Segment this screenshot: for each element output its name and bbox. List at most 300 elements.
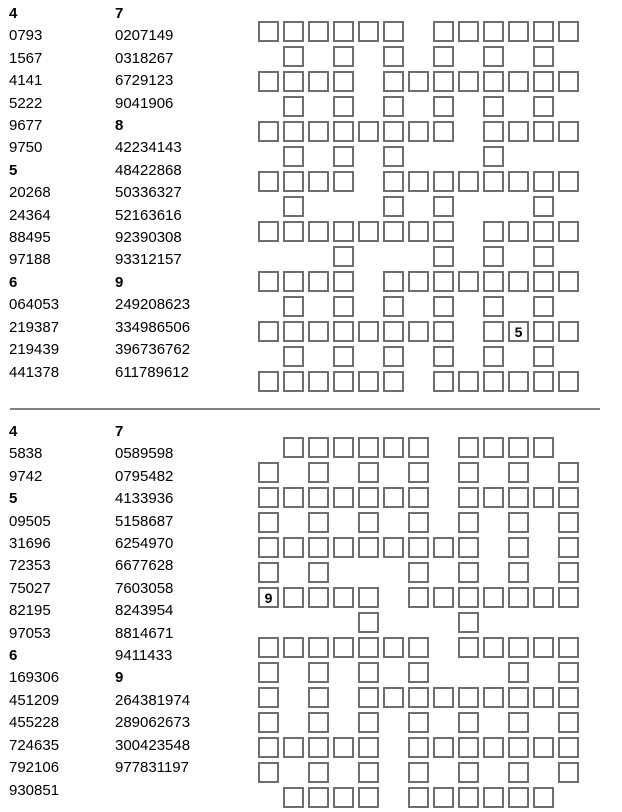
grid-cell[interactable] — [508, 537, 529, 558]
grid-cell[interactable] — [533, 587, 554, 608]
grid-cell[interactable] — [533, 321, 554, 342]
grid-cell[interactable] — [333, 637, 354, 658]
grid-cell[interactable] — [508, 637, 529, 658]
grid-cell[interactable] — [408, 462, 429, 483]
grid-cell[interactable] — [558, 562, 579, 583]
grid-cell[interactable] — [458, 537, 479, 558]
clue-number: 8243954 — [115, 602, 174, 620]
clue-number: 50336327 — [115, 184, 182, 202]
clue-number: 5838 — [9, 445, 43, 463]
clue-number: 72353 — [9, 557, 51, 575]
grid-cell[interactable] — [533, 346, 554, 367]
grid-cell[interactable] — [483, 587, 504, 608]
grid-cell[interactable] — [433, 21, 454, 42]
grid-cell[interactable] — [408, 737, 429, 758]
grid-cell[interactable] — [283, 537, 304, 558]
grid-cell[interactable] — [483, 321, 504, 342]
grid-cell[interactable] — [458, 787, 479, 808]
grid-cell[interactable] — [283, 637, 304, 658]
grid-cell[interactable] — [508, 562, 529, 583]
grid-cell[interactable] — [308, 121, 329, 142]
grid-cell[interactable] — [258, 221, 279, 242]
grid-cell[interactable] — [433, 787, 454, 808]
grid-cell[interactable] — [508, 437, 529, 458]
grid-cell[interactable] — [433, 246, 454, 267]
grid-cell[interactable] — [533, 487, 554, 508]
grid-cell[interactable] — [408, 587, 429, 608]
grid-cell[interactable] — [358, 437, 379, 458]
grid-cell[interactable] — [458, 171, 479, 192]
grid-cell[interactable] — [308, 662, 329, 683]
grid-cell[interactable] — [358, 737, 379, 758]
grid-cell[interactable] — [383, 321, 404, 342]
grid-cell[interactable] — [383, 146, 404, 167]
grid-cell[interactable] — [258, 171, 279, 192]
grid-cell[interactable] — [358, 662, 379, 683]
clue-number: 24364 — [9, 206, 51, 224]
clue-number: 97053 — [9, 624, 51, 642]
grid-cell[interactable] — [408, 321, 429, 342]
grid-cell[interactable] — [333, 271, 354, 292]
grid-cell[interactable] — [533, 637, 554, 658]
grid-cell[interactable] — [308, 787, 329, 808]
grid-cell[interactable] — [533, 246, 554, 267]
grid-cell[interactable] — [508, 487, 529, 508]
grid-cell[interactable] — [433, 271, 454, 292]
grid-cell[interactable] — [308, 562, 329, 583]
grid-cell[interactable] — [483, 787, 504, 808]
grid-cell[interactable] — [358, 587, 379, 608]
grid-cell[interactable] — [308, 737, 329, 758]
grid-cell[interactable] — [483, 246, 504, 267]
top-puzzle-grid — [258, 21, 579, 392]
clue-length-header: 7 — [115, 5, 124, 22]
grid-cell[interactable] — [308, 587, 329, 608]
clue-number: 9677 — [9, 117, 43, 135]
clue-number: 88495 — [9, 229, 51, 247]
grid-cell[interactable] — [508, 687, 529, 708]
clue-number: 93312157 — [115, 251, 182, 269]
grid-cell[interactable] — [258, 762, 279, 783]
grid-cell[interactable] — [258, 687, 279, 708]
grid-cell[interactable] — [283, 96, 304, 117]
clue-number: 4133936 — [115, 490, 174, 508]
grid-cell[interactable] — [408, 712, 429, 733]
grid-cell[interactable] — [408, 662, 429, 683]
grid-cell[interactable] — [483, 637, 504, 658]
grid-cell[interactable] — [258, 637, 279, 658]
clue-number: 5222 — [9, 94, 43, 112]
grid-cell[interactable] — [333, 46, 354, 67]
grid-cell[interactable] — [408, 762, 429, 783]
grid-cell[interactable] — [383, 487, 404, 508]
grid-cell[interactable] — [558, 121, 579, 142]
grid-cell[interactable] — [458, 562, 479, 583]
grid-cell[interactable] — [483, 171, 504, 192]
grid-cell[interactable] — [508, 71, 529, 92]
grid-cell[interactable] — [533, 787, 554, 808]
grid-cell[interactable] — [383, 121, 404, 142]
grid-cell[interactable] — [358, 762, 379, 783]
grid-cell[interactable] — [358, 687, 379, 708]
grid-cell[interactable] — [308, 462, 329, 483]
grid-cell[interactable] — [433, 537, 454, 558]
grid-cell[interactable] — [258, 271, 279, 292]
bottom-puzzle-clue-column-2 — [115, 421, 190, 780]
grid-cell[interactable] — [533, 437, 554, 458]
clue-number: 219387 — [9, 318, 60, 336]
grid-cell[interactable] — [358, 537, 379, 558]
grid-cell[interactable] — [408, 271, 429, 292]
grid-cell[interactable] — [333, 296, 354, 317]
grid-cell[interactable] — [483, 371, 504, 392]
grid-cell[interactable] — [308, 512, 329, 533]
grid-cell[interactable] — [333, 121, 354, 142]
clue-number: 792106 — [9, 759, 60, 777]
grid-cell[interactable] — [383, 46, 404, 67]
grid-cell[interactable] — [558, 737, 579, 758]
grid-cell[interactable] — [283, 346, 304, 367]
grid-cell[interactable] — [408, 512, 429, 533]
grid-cell[interactable] — [383, 171, 404, 192]
grid-cell[interactable] — [433, 46, 454, 67]
grid-cell[interactable] — [508, 737, 529, 758]
clue-length-header: 8 — [115, 117, 124, 135]
grid-cell[interactable] — [533, 737, 554, 758]
grid-cell[interactable] — [458, 762, 479, 783]
grid-cell[interactable] — [558, 371, 579, 392]
grid-cell[interactable] — [333, 221, 354, 242]
grid-cell[interactable] — [258, 321, 279, 342]
grid-cell[interactable] — [508, 662, 529, 683]
grid-cell[interactable] — [483, 21, 504, 42]
grid-cell[interactable] — [508, 21, 529, 42]
grid-cell[interactable] — [358, 371, 379, 392]
grid-cell[interactable] — [308, 371, 329, 392]
grid-cell[interactable] — [333, 146, 354, 167]
grid-cell[interactable] — [533, 71, 554, 92]
grid-cell[interactable] — [433, 687, 454, 708]
grid-cell[interactable] — [283, 46, 304, 67]
grid-cell[interactable] — [558, 687, 579, 708]
clue-number: 9041906 — [115, 94, 174, 112]
grid-cell[interactable] — [408, 71, 429, 92]
grid-cell[interactable] — [358, 712, 379, 733]
grid-cell[interactable] — [533, 296, 554, 317]
grid-cell[interactable] — [383, 96, 404, 117]
grid-cell[interactable] — [458, 587, 479, 608]
clue-number: 451209 — [9, 691, 60, 709]
clue-number: 52163616 — [115, 206, 182, 224]
grid-cell[interactable] — [483, 96, 504, 117]
grid-cell[interactable] — [258, 371, 279, 392]
grid-cell[interactable] — [258, 712, 279, 733]
grid-cell[interactable] — [383, 196, 404, 217]
grid-cell[interactable] — [433, 296, 454, 317]
clue-number: 31696 — [9, 535, 51, 553]
grid-cell[interactable] — [283, 437, 304, 458]
grid-cell[interactable] — [333, 246, 354, 267]
grid-cell[interactable] — [283, 296, 304, 317]
grid-cell[interactable] — [283, 487, 304, 508]
grid-cell[interactable] — [333, 71, 354, 92]
grid-cell[interactable] — [433, 71, 454, 92]
clue-number: 064053 — [9, 296, 60, 314]
grid-cell[interactable] — [533, 96, 554, 117]
grid-cell[interactable] — [258, 71, 279, 92]
grid-cell[interactable] — [283, 146, 304, 167]
grid-cell[interactable] — [308, 687, 329, 708]
grid-cell[interactable] — [483, 221, 504, 242]
grid-cell[interactable] — [358, 21, 379, 42]
grid-cell[interactable] — [433, 121, 454, 142]
grid-cell[interactable] — [358, 787, 379, 808]
grid-cell[interactable] — [558, 637, 579, 658]
grid-cell[interactable] — [383, 537, 404, 558]
grid-cell[interactable] — [383, 437, 404, 458]
grid-cell[interactable] — [483, 121, 504, 142]
grid-cell[interactable] — [458, 712, 479, 733]
grid-cell[interactable] — [483, 487, 504, 508]
grid-cell[interactable] — [408, 437, 429, 458]
clue-number: 09505 — [9, 512, 51, 530]
grid-cell[interactable] — [333, 487, 354, 508]
grid-cell[interactable] — [308, 71, 329, 92]
grid-cell[interactable] — [358, 221, 379, 242]
grid-cell[interactable] — [483, 346, 504, 367]
grid-cell[interactable] — [258, 462, 279, 483]
grid-cell[interactable] — [333, 371, 354, 392]
grid-cell[interactable] — [533, 221, 554, 242]
grid-cell[interactable] — [408, 787, 429, 808]
grid-cell[interactable] — [408, 687, 429, 708]
grid-cell[interactable] — [508, 512, 529, 533]
grid-cell[interactable] — [358, 487, 379, 508]
grid-cell[interactable] — [283, 321, 304, 342]
grid-cell[interactable] — [558, 712, 579, 733]
grid-cell[interactable] — [383, 637, 404, 658]
grid-cell[interactable] — [508, 271, 529, 292]
grid-cell[interactable] — [383, 271, 404, 292]
grid-cell[interactable] — [333, 21, 354, 42]
grid-cell[interactable] — [508, 462, 529, 483]
grid-cell[interactable] — [433, 371, 454, 392]
grid-cell[interactable] — [458, 512, 479, 533]
grid-cell[interactable] — [333, 346, 354, 367]
grid-cell[interactable] — [458, 437, 479, 458]
clue-number: 219439 — [9, 341, 60, 359]
grid-cell[interactable] — [333, 537, 354, 558]
grid-cell[interactable] — [533, 121, 554, 142]
grid-cell[interactable] — [308, 171, 329, 192]
grid-cell[interactable] — [383, 221, 404, 242]
grid-cell[interactable] — [483, 687, 504, 708]
grid-cell[interactable] — [333, 321, 354, 342]
grid-cell[interactable] — [458, 612, 479, 633]
grid-cell[interactable] — [383, 687, 404, 708]
clue-number: 9750 — [9, 139, 43, 157]
grid-cell[interactable] — [558, 21, 579, 42]
grid-cell[interactable] — [558, 171, 579, 192]
grid-cell[interactable] — [433, 737, 454, 758]
grid-cell[interactable] — [283, 221, 304, 242]
grid-cell[interactable] — [558, 487, 579, 508]
grid-cell[interactable] — [483, 437, 504, 458]
grid-cell[interactable] — [408, 221, 429, 242]
grid-cell[interactable] — [408, 487, 429, 508]
grid-cell[interactable] — [283, 196, 304, 217]
grid-cell[interactable] — [458, 21, 479, 42]
grid-cell[interactable] — [433, 321, 454, 342]
grid-cell[interactable] — [333, 587, 354, 608]
grid-cell[interactable] — [483, 71, 504, 92]
grid-cell[interactable] — [283, 121, 304, 142]
grid-cell[interactable] — [358, 462, 379, 483]
grid-cell[interactable] — [508, 587, 529, 608]
grid-cell[interactable] — [483, 46, 504, 67]
grid-cell[interactable] — [383, 346, 404, 367]
clue-number: 7603058 — [115, 579, 174, 597]
grid-cell[interactable] — [558, 587, 579, 608]
grid-cell[interactable] — [408, 537, 429, 558]
grid-cell[interactable] — [383, 21, 404, 42]
grid-cell[interactable] — [408, 121, 429, 142]
grid-cell[interactable] — [458, 687, 479, 708]
grid-cell[interactable] — [458, 71, 479, 92]
grid-cell[interactable] — [308, 321, 329, 342]
grid-cell[interactable] — [258, 537, 279, 558]
clue-number: 9411433 — [115, 647, 173, 665]
grid-cell[interactable] — [333, 96, 354, 117]
clue-number: 0589598 — [115, 445, 174, 463]
grid-cell[interactable] — [458, 737, 479, 758]
grid-cell[interactable] — [308, 637, 329, 658]
grid-cell[interactable] — [258, 487, 279, 508]
grid-cell[interactable] — [508, 171, 529, 192]
grid-cell[interactable] — [508, 121, 529, 142]
grid-cell[interactable] — [358, 612, 379, 633]
grid-cell[interactable] — [258, 21, 279, 42]
grid-cell[interactable] — [458, 271, 479, 292]
grid-cell[interactable] — [483, 296, 504, 317]
grid-cell[interactable] — [408, 637, 429, 658]
grid-cell[interactable] — [458, 462, 479, 483]
grid-cell[interactable] — [433, 196, 454, 217]
grid-cell[interactable] — [558, 762, 579, 783]
grid-cell[interactable] — [333, 737, 354, 758]
grid-cell[interactable] — [358, 121, 379, 142]
clue-number: 1567 — [9, 49, 43, 67]
bottom-puzzle-clue-column-1 — [9, 421, 59, 802]
grid-cell[interactable] — [283, 171, 304, 192]
clue-number: 82195 — [9, 602, 51, 620]
grid-cell[interactable] — [508, 221, 529, 242]
grid-cell[interactable] — [283, 737, 304, 758]
grid-cell[interactable] — [283, 371, 304, 392]
grid-cell[interactable] — [558, 221, 579, 242]
grid-cell[interactable] — [508, 712, 529, 733]
grid-cell[interactable] — [533, 687, 554, 708]
grid-cell[interactable] — [383, 71, 404, 92]
grid-cell[interactable] — [308, 437, 329, 458]
grid-cell[interactable] — [383, 296, 404, 317]
grid-cell[interactable] — [558, 271, 579, 292]
grid-cell[interactable] — [408, 171, 429, 192]
grid-cell[interactable] — [383, 371, 404, 392]
grid-cell[interactable] — [458, 637, 479, 658]
grid-cell[interactable] — [358, 637, 379, 658]
grid-cell[interactable] — [308, 712, 329, 733]
grid-cell[interactable] — [283, 71, 304, 92]
grid-cell[interactable] — [458, 487, 479, 508]
grid-cell[interactable] — [533, 371, 554, 392]
grid-cell[interactable] — [458, 371, 479, 392]
grid-cell-prefilled[interactable]: 5 — [508, 321, 529, 342]
grid-cell[interactable] — [258, 512, 279, 533]
grid-cell[interactable] — [433, 221, 454, 242]
grid-cell[interactable] — [433, 587, 454, 608]
grid-cell[interactable] — [283, 271, 304, 292]
grid-cell[interactable] — [433, 96, 454, 117]
grid-cell[interactable] — [283, 587, 304, 608]
grid-cell[interactable] — [483, 271, 504, 292]
clue-number: 264381974 — [115, 691, 191, 709]
grid-cell[interactable] — [533, 46, 554, 67]
grid-cell[interactable] — [333, 171, 354, 192]
grid-cell[interactable] — [258, 562, 279, 583]
grid-cell[interactable] — [333, 787, 354, 808]
grid-cell[interactable] — [308, 762, 329, 783]
grid-cell-prefilled[interactable]: 9 — [258, 587, 279, 608]
grid-cell[interactable] — [483, 146, 504, 167]
grid-cell[interactable] — [308, 21, 329, 42]
clue-number: 0793 — [9, 27, 43, 45]
clue-number: 4141 — [9, 72, 43, 90]
grid-cell[interactable] — [283, 21, 304, 42]
grid-cell[interactable] — [558, 71, 579, 92]
clue-number: 0318267 — [115, 49, 174, 67]
grid-cell[interactable] — [358, 321, 379, 342]
grid-cell[interactable] — [508, 371, 529, 392]
grid-cell[interactable] — [558, 537, 579, 558]
grid-cell[interactable] — [258, 121, 279, 142]
grid-cell[interactable] — [333, 437, 354, 458]
grid-cell[interactable] — [258, 737, 279, 758]
grid-cell[interactable] — [308, 221, 329, 242]
grid-cell[interactable] — [533, 21, 554, 42]
grid-cell[interactable] — [508, 762, 529, 783]
grid-cell[interactable] — [558, 321, 579, 342]
grid-cell[interactable] — [308, 537, 329, 558]
grid-cell[interactable] — [358, 512, 379, 533]
grid-cell[interactable] — [533, 196, 554, 217]
grid-cell[interactable] — [258, 662, 279, 683]
grid-cell[interactable] — [283, 787, 304, 808]
grid-cell[interactable] — [558, 512, 579, 533]
grid-cell[interactable] — [558, 462, 579, 483]
grid-cell[interactable] — [308, 487, 329, 508]
grid-cell[interactable] — [433, 171, 454, 192]
grid-cell[interactable] — [408, 562, 429, 583]
grid-cell[interactable] — [533, 171, 554, 192]
grid-cell[interactable] — [483, 737, 504, 758]
grid-cell[interactable] — [433, 346, 454, 367]
grid-cell[interactable] — [508, 787, 529, 808]
grid-cell[interactable] — [558, 662, 579, 683]
clue-number: 6729123 — [115, 72, 174, 90]
grid-cell[interactable] — [308, 271, 329, 292]
grid-cell[interactable] — [533, 271, 554, 292]
